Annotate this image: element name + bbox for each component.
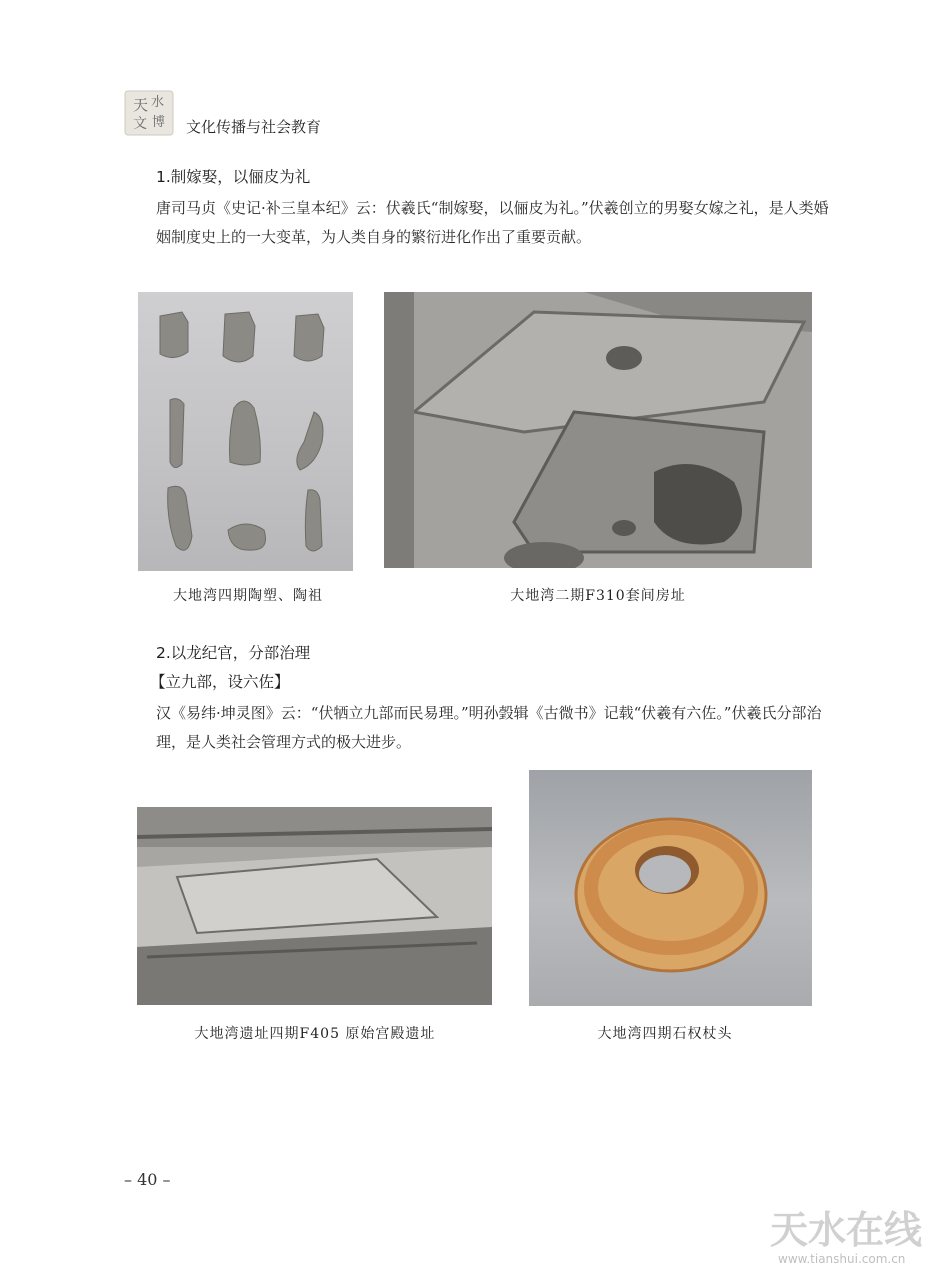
logo-char: 天 bbox=[133, 96, 149, 114]
caption-f310-house-site: 大地湾二期F310套间房址 bbox=[510, 588, 686, 604]
photo-pottery-figurines bbox=[138, 292, 353, 571]
logo-char: 文 bbox=[133, 116, 147, 132]
section2-subheading: 【立九部，设六佐】 bbox=[150, 673, 290, 691]
book-series-logo bbox=[124, 90, 174, 136]
section2-paragraph: 汉《易纬·坤灵图》云：“伏牺立九部而民易理。”明孙瑴辑《古微书》记载“伏羲有六佐。”伏羲氏分部治理，是人类社会管理方式的极大进步。 bbox=[156, 704, 822, 751]
photo-f405-palace-site bbox=[137, 807, 492, 1005]
logo-char: 水 bbox=[151, 95, 165, 110]
logo-char: 博 bbox=[152, 115, 166, 130]
caption-stone-mace-head: 大地湾四期石权杖头 bbox=[597, 1026, 733, 1042]
photo-stone-mace-head bbox=[529, 770, 812, 1006]
watermark-logo bbox=[764, 1203, 936, 1269]
watermark-url: www.tianshui.com.cn bbox=[778, 1252, 906, 1266]
section2-heading: 2.以龙纪官，分部治理 bbox=[156, 644, 311, 662]
running-header-title: 文化传播与社会教育 bbox=[186, 118, 322, 136]
section1-paragraph bbox=[156, 194, 836, 252]
caption-f405-palace-site: 大地湾遗址四期F405 原始宫殿遗址 bbox=[194, 1026, 436, 1042]
page-number: – 40 – bbox=[124, 1170, 171, 1189]
caption-pottery-figurines: 大地湾四期陶塑、陶祖 bbox=[173, 588, 323, 604]
watermark-text: 天水在线 bbox=[770, 1207, 923, 1252]
photo-f310-house-site bbox=[384, 292, 812, 568]
section1-heading: 1.制嫁娶，以俪皮为礼 bbox=[156, 168, 311, 186]
section1-paragraph-text: 唐司马贞《史记·补三皇本纪》云：伏羲氏“制嫁娶，以俪皮为礼。”伏羲创立的男娶女嫁之礼，是人类婚姻制度史上的一大变革，为人类自身的繁衍进化作出了重要贡献。 bbox=[156, 199, 829, 246]
